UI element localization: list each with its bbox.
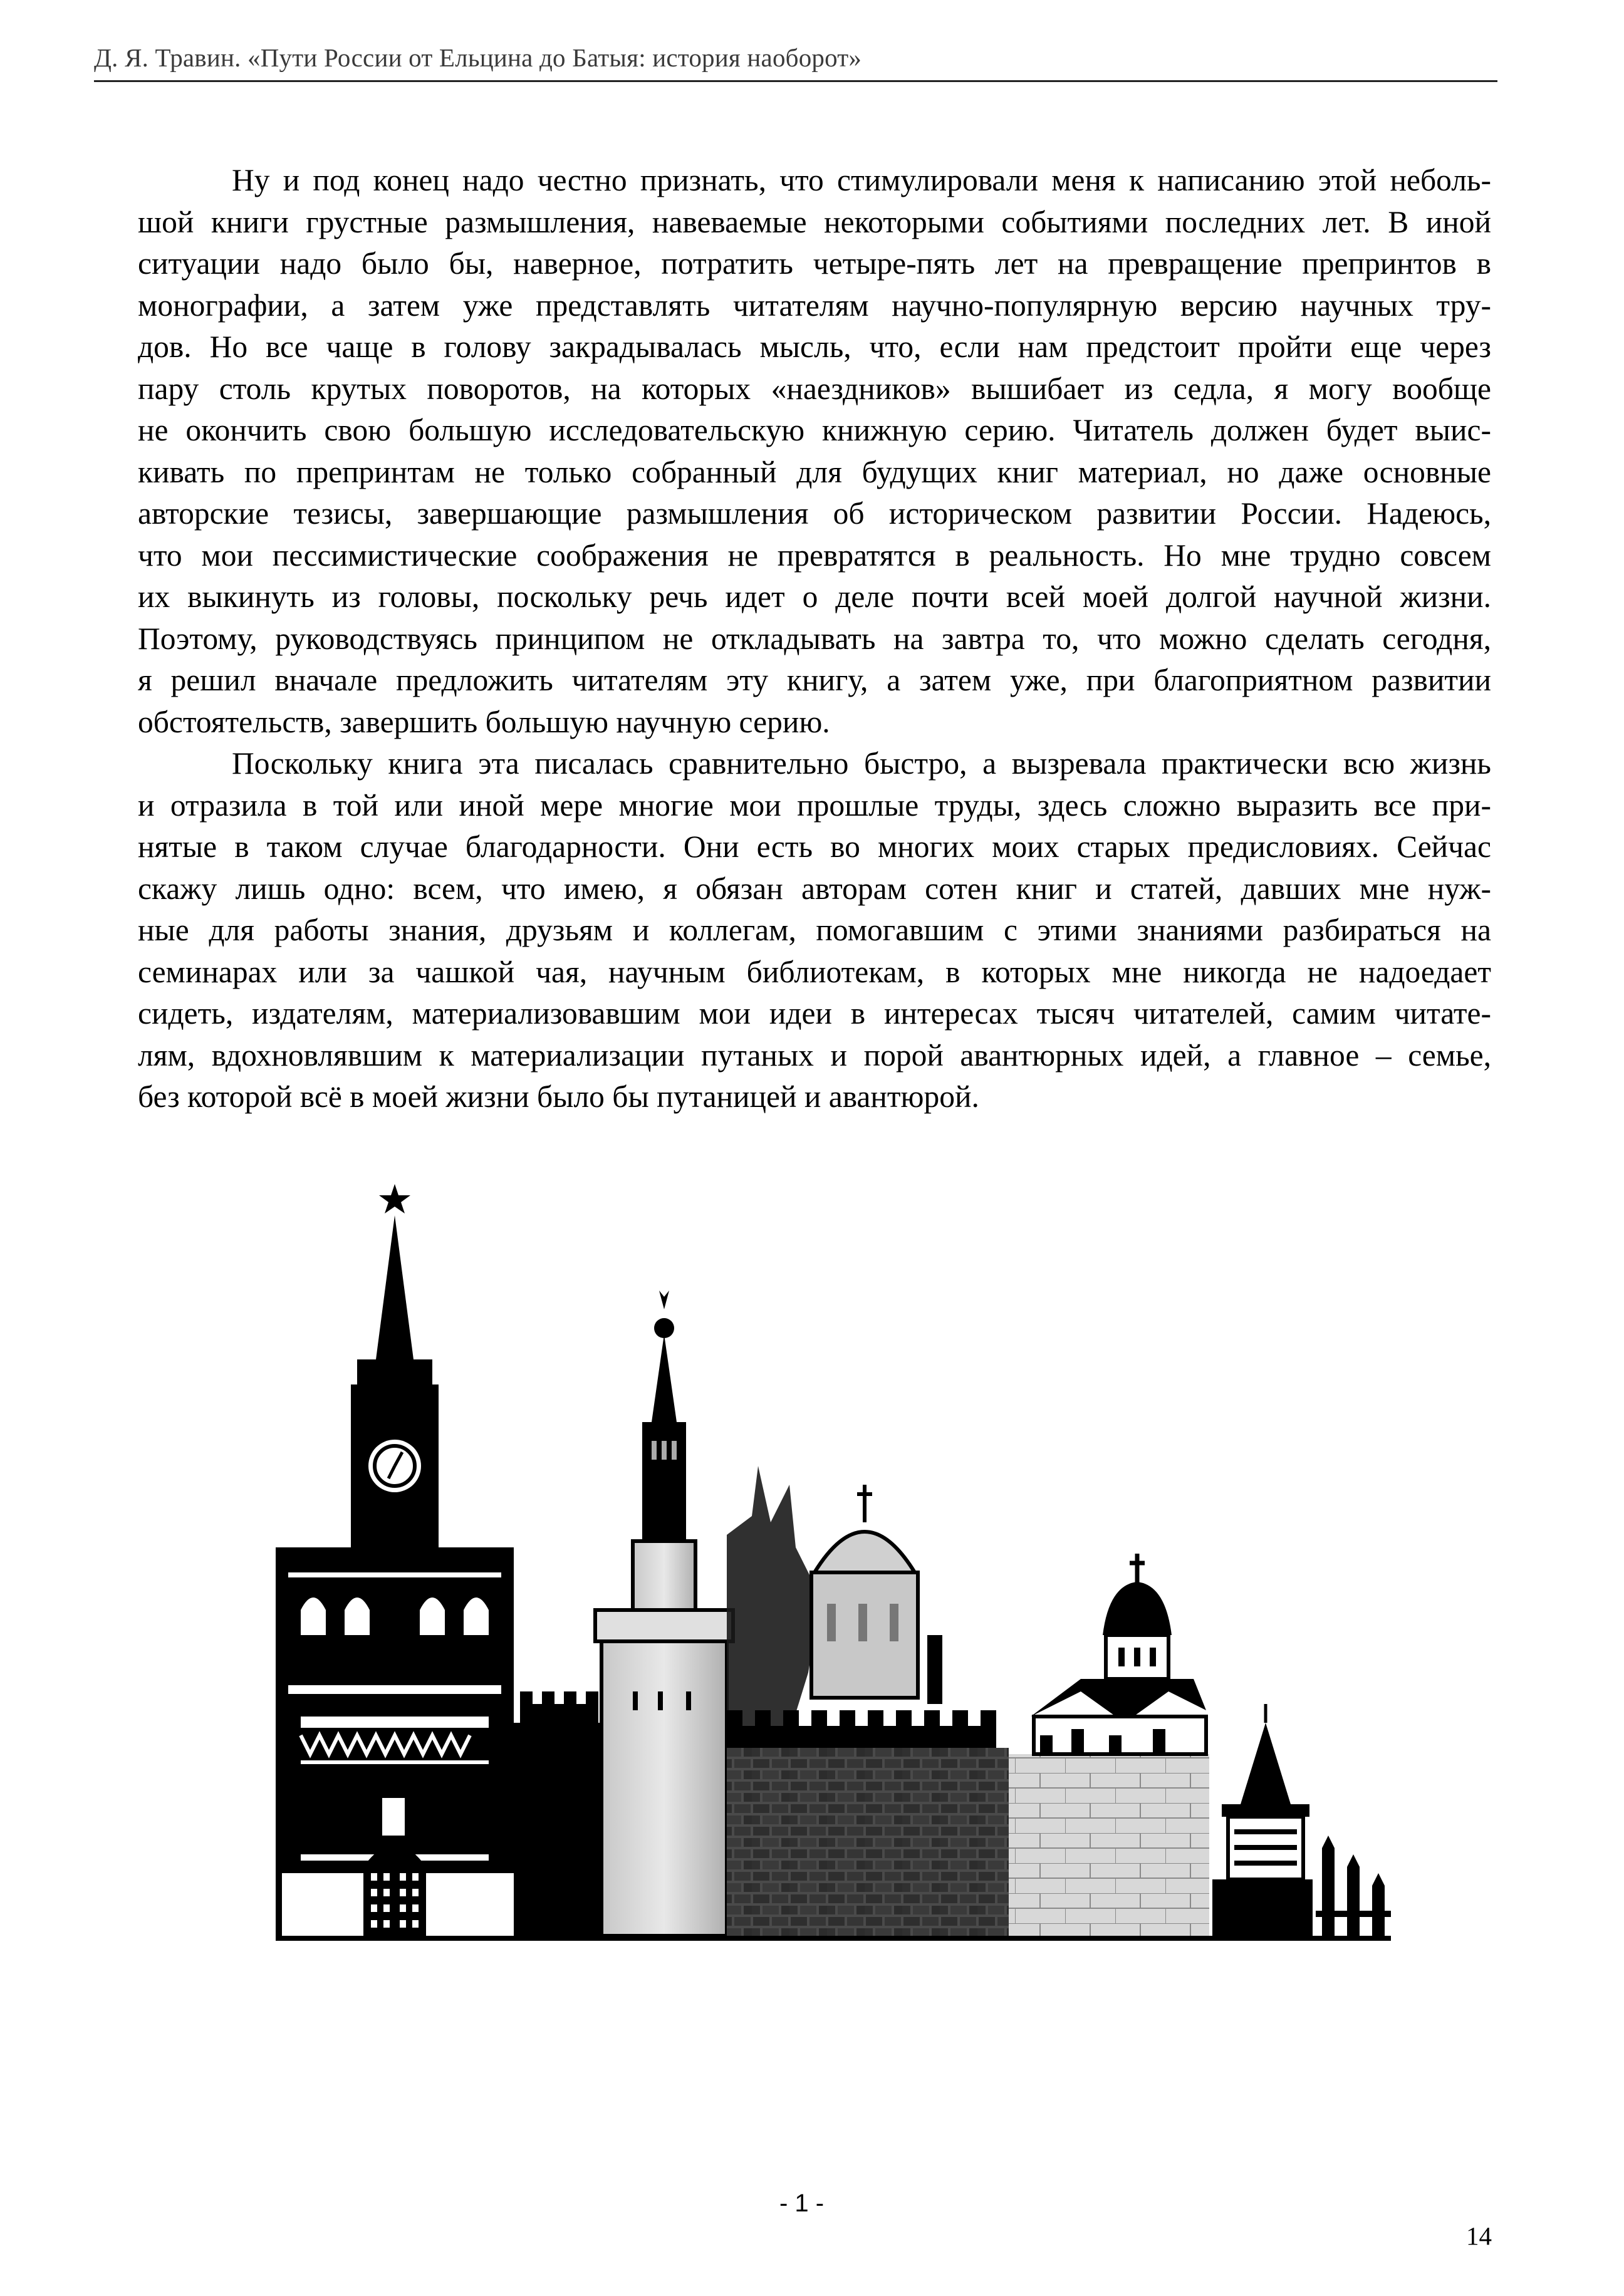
text-line: обстоятельств, завершить большую научную серию. (138, 704, 830, 739)
kremlin-wall-light-brick (1009, 1754, 1209, 1936)
text-line: скажу лишь одно: всем, что имею, я обязан авторам сотен книг и статей, давших мне нуж- (138, 871, 1491, 906)
text-line: я решил вначале предложить читателям эту книгу, а затем уже, при благоприятном развитии (138, 663, 1491, 697)
fence (1316, 1836, 1391, 1936)
body-text (138, 160, 1491, 1118)
corner-tower (595, 1291, 733, 1936)
text-line: что мои пессимистические соображения не превратятся в реальность. Но мне трудно совсем (138, 538, 1491, 573)
text-line: сидеть, издателям, материализовавшим мои идеи в интересах тысяч читателей, самим читате- (138, 996, 1491, 1031)
text-line: пару столь крутых поворотов, на которых «наездников» вышибает из седла, я могу вообще (138, 371, 1491, 406)
header-divider (94, 80, 1497, 82)
paragraph (138, 743, 1491, 1118)
text-line: ные для работы знания, друзьям и коллегам, помогавшим с этими знаниями разбираться на (138, 913, 1491, 947)
kremlin-illustration (263, 1171, 1416, 1942)
text-line: семинарах или за чашкой чая, научным библиотекам, в которых мне никогда не надоедает (138, 954, 1491, 989)
text-line: дов. Но все чаще в голову закрадывалась мысль, что, если нам предстоит пройти еще через (138, 330, 1491, 364)
text-line: шой книги грустные размышления, навеваемые некоторыми событиями последних лет. В иной (138, 204, 1491, 239)
star-icon (379, 1184, 410, 1213)
domed-church (811, 1485, 942, 1704)
kremlin-wall-black (514, 1691, 608, 1936)
text-line: ситуации надо было бы, наверное, потратить четыре-пять лет на превращение препринтов в (138, 246, 1491, 281)
text-line: кивать по препринтам не только собранный для будущих книг материал, но даже основные (138, 454, 1491, 489)
text-line: авторские тезисы, завершающие размышления об историческом развитии России. Надеюсь, (138, 496, 1491, 531)
small-church (1031, 1554, 1206, 1754)
spasskaya-tower (276, 1184, 514, 1936)
text-line: их выкинуть из головы, поскольку речь идет о деле почти всей моей долгой научной жизни. (138, 579, 1491, 614)
text-line: и отразила в той или иной мере многие мои прошлые труды, здесь сложно выразить все при- (138, 787, 1491, 823)
text-line: без которой всё в моей жизни было бы путаницей и авантюрой. (138, 1079, 979, 1114)
text-line: Поэтому, руководствуясь принципом не откладывать на завтра то, что можно сделать сегодня, (138, 621, 1491, 656)
text-line: лям, вдохновлявшим к материализации путаных и порой авантюрных идей, а главное – семье, (138, 1037, 1491, 1073)
text-line: Ну и под конец надо честно признать, что стимулировали меня к написанию этой неболь- (232, 163, 1491, 197)
text-line: не окончить свою большую исследовательскую книжную серию. Читатель должен будет выис- (138, 413, 1491, 447)
small-tower (1212, 1704, 1313, 1936)
kremlin-wall-dark-brick (727, 1710, 1009, 1936)
paragraph (138, 160, 1491, 743)
running-header: Д. Я. Травин. «Пути России от Ельцина до Батыя: история наоборот» (94, 43, 862, 72)
page-number: 14 (1466, 2221, 1492, 2250)
text-line: Поскольку книга эта писалась сравнительно быстро, а вызревала практически всю жизнь (232, 746, 1491, 781)
text-line: монографии, а затем уже представлять читателям научно-популярную версию научных тру- (138, 288, 1491, 323)
inner-page-marker: - 1 - (779, 2190, 825, 2217)
text-line: нятые в таком случае благодарности. Они есть во многих моих старых предисловиях. Сейчас (138, 829, 1491, 864)
